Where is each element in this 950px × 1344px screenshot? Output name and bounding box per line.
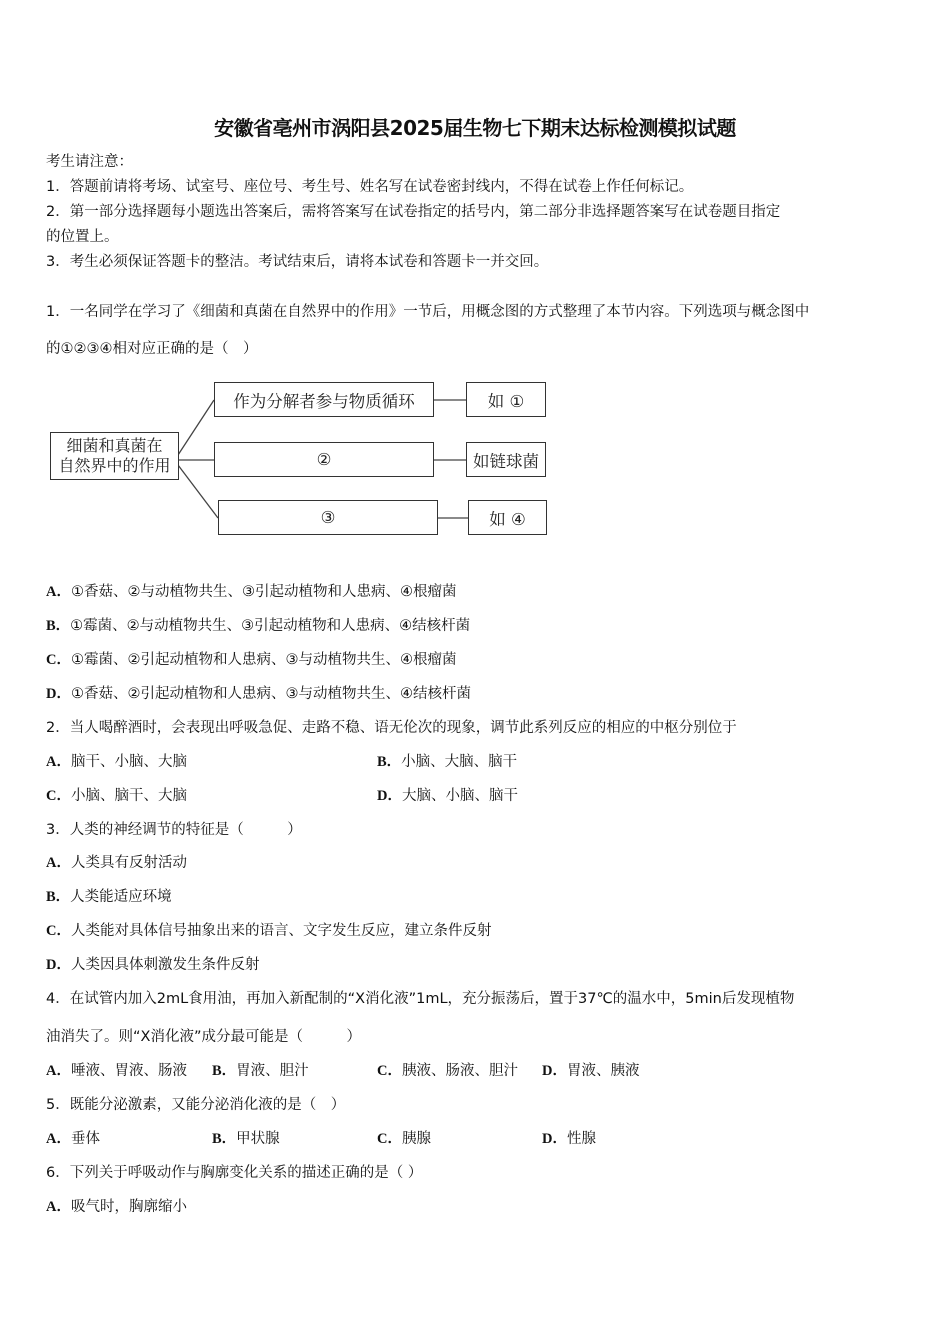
option-text: ①香菇、②与动植物共生、③引起动植物和人患病、④根瘤菌 <box>70 584 457 600</box>
option-letter: D． <box>542 1063 567 1079</box>
option-letter: A． <box>46 855 71 871</box>
diagram-example-2-box: 如链球菌 <box>466 442 546 477</box>
question-3-stem: 3．人类的神经调节的特征是（ ） <box>46 822 302 838</box>
option-letter: C． <box>46 923 71 939</box>
notice-item-2-cont: 的位置上。 <box>46 229 119 245</box>
notice-item-3: 3．考生必须保证答题卡的整洁。考试结束后，请将本试卷和答题卡一并交回。 <box>46 254 549 270</box>
diagram-branch-3-box: ③ <box>218 500 438 535</box>
notice-item-1: 1．答题前请将考场、试室号、座位号、考生号、姓名写在试卷密封线内，不得在试卷上作任何标记。 <box>46 179 694 195</box>
option-text: ①霉菌、②与动植物共生、③引起动植物和人患病、④结核杆菌 <box>70 618 471 634</box>
q5-option-a[interactable] <box>46 1129 100 1149</box>
option-text: 胃液、胆汁 <box>236 1063 309 1079</box>
diagram-example-3-box: 如 ④ <box>468 500 547 535</box>
diagram-branch-1-box: 作为分解者参与物质循环 <box>214 382 434 417</box>
option-text: 人类具有反射活动 <box>70 855 187 871</box>
option-letter: C． <box>377 1063 402 1079</box>
option-letter: C． <box>46 788 71 804</box>
option-letter: C． <box>46 652 71 668</box>
option-text: ①香菇、②引起动植物和人患病、③与动植物共生、④结核杆菌 <box>70 686 471 702</box>
question-5-stem: 5．既能分泌激素，又能分泌消化液的是（ ） <box>46 1097 346 1113</box>
option-text: 胰液、肠液、胆汁 <box>401 1063 518 1079</box>
option-letter: A． <box>46 1063 71 1079</box>
option-letter: D． <box>377 788 402 804</box>
option-text: 垂体 <box>70 1131 100 1147</box>
option-text: 性腺 <box>566 1131 596 1147</box>
option-letter: D． <box>46 686 71 702</box>
question-1-stem-cont: 的①②③④相对应正确的是（ ） <box>46 341 258 357</box>
option-letter: B． <box>377 754 402 770</box>
page-title: 安徽省亳州市涡阳县2025届生物七下期末达标检测模拟试题 <box>214 116 736 140</box>
q2-option-a[interactable] <box>46 752 187 772</box>
option-text: 甲状腺 <box>236 1131 280 1147</box>
q4-option-a[interactable] <box>46 1061 187 1081</box>
option-letter: A． <box>46 1199 71 1215</box>
question-6-stem: 6．下列关于呼吸动作与胸廓变化关系的描述正确的是（ ） <box>46 1165 423 1181</box>
q3-option-b[interactable] <box>46 887 172 907</box>
question-4-stem: 4．在试管内加入2mL食用油，再加入新配制的“X消化液”1mL，充分振荡后，置于37℃的温水中，5min后发现植物 <box>46 991 795 1007</box>
q3-option-c[interactable] <box>46 921 491 941</box>
notice-heading: 考生请注意： <box>46 154 133 170</box>
diagram-example-1-box: 如 ① <box>466 382 546 417</box>
option-text: 人类能对具体信号抽象出来的语言、文字发生反应，建立条件反射 <box>70 923 492 939</box>
option-letter: B． <box>46 618 71 634</box>
option-letter: A． <box>46 754 71 770</box>
option-letter: A． <box>46 584 71 600</box>
q1-option-d[interactable] <box>46 684 471 704</box>
q5-option-c[interactable] <box>377 1129 431 1149</box>
option-text: 小脑、脑干、大脑 <box>70 788 187 804</box>
q4-option-b[interactable] <box>212 1061 309 1081</box>
option-letter: B． <box>212 1131 237 1147</box>
question-1-stem: 1．一名同学在学习了《细菌和真菌在自然界中的作用》一节后，用概念图的方式整理了本节内容。下列选项与概念图中 <box>46 304 810 320</box>
option-letter: D． <box>542 1131 567 1147</box>
diagram-root-box <box>50 432 179 480</box>
q4-option-d[interactable] <box>542 1061 639 1081</box>
option-text: 胰腺 <box>401 1131 431 1147</box>
q1-option-b[interactable] <box>46 616 470 636</box>
option-text: 脑干、小脑、大脑 <box>70 754 187 770</box>
q3-option-d[interactable] <box>46 955 259 975</box>
option-letter: C． <box>377 1131 402 1147</box>
option-letter: B． <box>212 1063 237 1079</box>
option-letter: B． <box>46 889 71 905</box>
q2-option-b[interactable] <box>377 752 517 772</box>
diagram-root-line-1: 细菌和真菌在 <box>66 436 163 455</box>
q2-option-d[interactable] <box>377 786 518 806</box>
diagram-root-line-2: 自然界中的作用 <box>58 456 171 475</box>
q5-option-b[interactable] <box>212 1129 280 1149</box>
option-text: 胃液、胰液 <box>566 1063 640 1079</box>
q1-option-a[interactable] <box>46 582 456 602</box>
option-letter: D． <box>46 957 71 973</box>
question-4-stem-cont: 油消失了。则“X消化液”成分最可能是（ ） <box>46 1029 361 1045</box>
option-text: 大脑、小脑、脑干 <box>401 788 518 804</box>
q6-option-a[interactable] <box>46 1197 187 1217</box>
notice-item-2: 2．第一部分选择题每小题选出答案后，需将答案写在试卷指定的括号内，第二部分非选择题答案写在试卷题目指定 <box>46 204 781 220</box>
q3-option-a[interactable] <box>46 853 187 873</box>
option-text: 人类能适应环境 <box>70 889 172 905</box>
diagram-branch-2-box: ② <box>214 442 434 477</box>
question-2-stem: 2．当人喝醉酒时，会表现出呼吸急促、走路不稳、语无伦次的现象，调节此系列反应的相应的中枢分别位于 <box>46 720 737 736</box>
option-letter: A． <box>46 1131 71 1147</box>
q5-option-d[interactable] <box>542 1129 596 1149</box>
q4-option-c[interactable] <box>377 1061 518 1081</box>
option-text: 人类因具体刺激发生条件反射 <box>70 957 260 973</box>
option-text: 小脑、大脑、脑干 <box>401 754 518 770</box>
q1-option-c[interactable] <box>46 650 456 670</box>
option-text: 唾液、胃液、肠液 <box>70 1063 187 1079</box>
option-text: ①霉菌、②引起动植物和人患病、③与动植物共生、④根瘤菌 <box>70 652 457 668</box>
q2-option-c[interactable] <box>46 786 187 806</box>
option-text: 吸气时，胸廓缩小 <box>70 1199 187 1215</box>
